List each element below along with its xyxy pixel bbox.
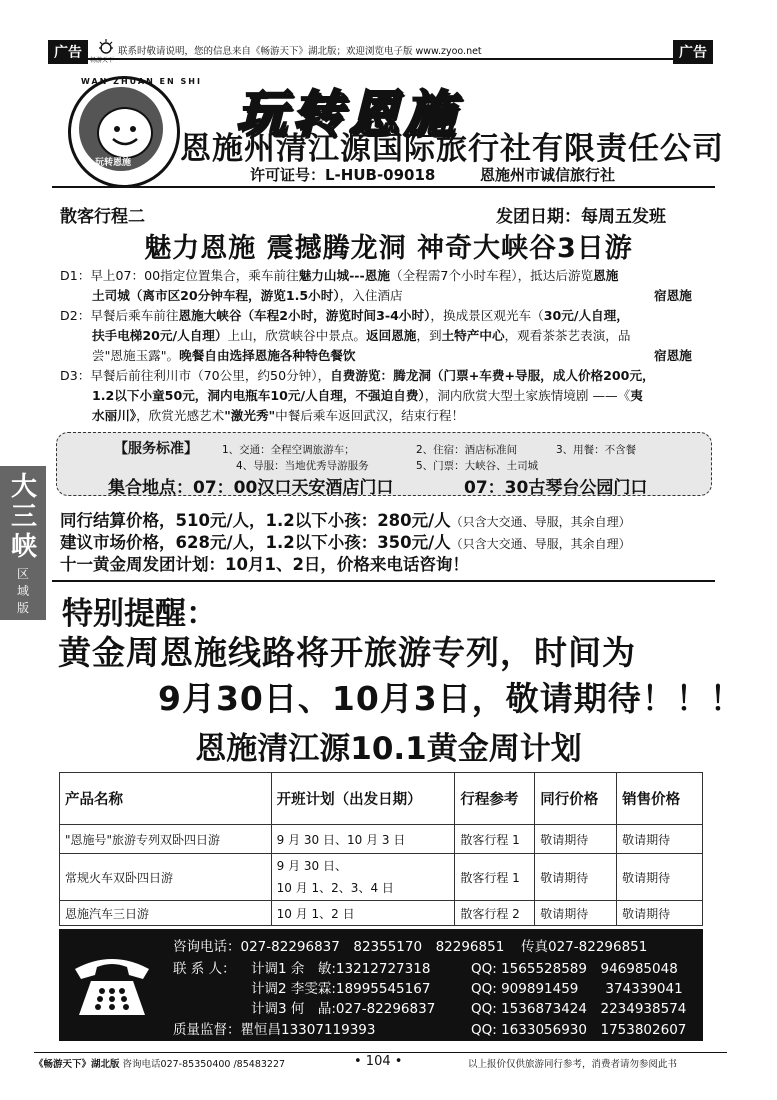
logo-text: 玩转恩施 [95, 158, 132, 168]
header-rule [48, 58, 713, 60]
day1-line1: D1：早上07：00指定位置集合，乘车前往魅力山城---恩施（全程需7个小时车程），抵达后游览恩施 [60, 268, 619, 283]
col-schedule: 开班计划（出发日期） [271, 773, 455, 825]
cell-dates: 9 月 30 日、 10 月 1、2、3、4 日 [271, 854, 455, 901]
departure-schedule: 发团日期：每周五发班 [496, 207, 666, 227]
day2-stay: 宿恩施 [654, 348, 692, 363]
header-note: 联系时敬请说明，您的信息来自《畅游天下》湖北版；欢迎浏览电子版 www.zyoo.net [118, 46, 482, 57]
license-number: 许可证号：L-HUB-09018 [250, 166, 436, 184]
contact-label: 联 系 人： [173, 961, 236, 977]
service-item-5: 5、门票：大峡谷、土司城 [416, 460, 539, 472]
peer-price: 同行结算价格，510元/人，1.2以下小孩：280元/人（只含大交通、导服，其余自理） [60, 511, 631, 530]
service-item-2: 2、住宿：酒店标准间 [416, 444, 518, 456]
fax: 传真027-82296851 [521, 939, 648, 955]
tour-title: 魅力恩施 震撼腾龙洞 神奇大峡谷3日游 [144, 233, 633, 264]
plan-title: 恩施清江源10.1黄金周计划 [195, 731, 582, 767]
cell-product: 常规火车双卧四日游 [60, 854, 272, 901]
side-tab-char: 峡 [10, 532, 37, 562]
header-logo-text: 畅游天下 [90, 57, 115, 64]
contact-qq-3: QQ: 1536873424 2234938574 [471, 1001, 687, 1017]
cell-peer: 敬请期待 [535, 901, 617, 926]
smiley-face-icon [97, 107, 153, 159]
special-notice-line2: 9月30日、10月3日，敬请期待！！！ [158, 679, 744, 718]
day3-line3: 水丽川》，欣赏光感艺术"激光秀"中餐后乘车返回武汉，结束行程！ [92, 408, 465, 423]
service-label: 【服务标准】 [114, 441, 198, 457]
table-row [60, 825, 703, 854]
side-tab-small: 域 [16, 584, 29, 598]
col-sale-price: 销售价格 [617, 773, 703, 825]
cell-product: 恩施汽车三日游 [60, 901, 272, 926]
cell-dates: 9 月 30 日、10 月 3 日 [271, 825, 455, 854]
page-number: • 104 • [354, 1054, 403, 1069]
plan-table [59, 772, 703, 926]
day3-line2: 1.2以下小童50元，洞内电瓶车10元/人自理，不强迫自费），洞内欣赏大型土家族情境剧 ——《夷 [92, 388, 643, 403]
cell-product: "恩施号"旅游专列双卧四日游 [60, 825, 272, 854]
side-tab-char: 大 [10, 472, 37, 502]
cell-ref: 散客行程 1 [455, 825, 535, 854]
brand-title: 玩转恩施 [236, 85, 460, 143]
service-item-1: 1、交通：全程空调旅游车； [222, 444, 355, 456]
table-header-row [60, 773, 703, 825]
cell-sale: 敬请期待 [617, 901, 703, 926]
day2-line1: D2：早餐后乘车前往恩施大峡谷（车程2小时，游览时间3-4小时），换成景区观光车（30元/人自理， [60, 308, 629, 323]
cell-peer: 敬请期待 [535, 854, 617, 901]
contact-box [59, 929, 703, 1041]
service-item-4: 4、导服：当地优秀导游服务 [236, 460, 369, 472]
ad-tag-right: 广告 [673, 40, 713, 64]
sun-logo-icon [96, 38, 116, 56]
cell-dates: 10 月 1、2 日 [271, 901, 455, 926]
day1-stay: 宿恩施 [654, 288, 692, 303]
contact-person-1: 计调1 余 敏:13212727318 [251, 961, 431, 977]
meeting-point-2: 07：30古琴台公园门口 [464, 478, 648, 498]
retail-price: 建议市场价格，628元/人，1.2以下小孩：350元/人（只含大交通、导服，其余自理） [60, 533, 631, 552]
credit-badge: 恩施州市诚信旅行社 [480, 166, 616, 184]
col-product: 产品名称 [60, 773, 272, 825]
col-peer-price: 同行价格 [535, 773, 617, 825]
day2-line2: 扶手电梯20元/人自理）上山，欣赏峡谷中景点。返回恩施，到土特产中心，观看茶茶艺表演，品 [92, 328, 631, 343]
col-itinerary: 行程参考 [455, 773, 535, 825]
footer-rule [34, 1052, 727, 1053]
cell-ref: 散客行程 2 [455, 901, 535, 926]
service-item-3: 3、用餐：不含餐 [556, 444, 637, 456]
region-side-tab [0, 466, 46, 620]
itinerary-subtitle: 散客行程二 [60, 207, 145, 227]
day3-line1: D3：早餐后前往利川市（70公里，约50分钟），自费游览：腾龙洞（门票+车费+导服，成人价格200元， [60, 368, 655, 383]
table-row [60, 901, 703, 926]
company-logo [68, 76, 202, 188]
divider [52, 186, 715, 188]
special-notice-title: 特别提醒： [62, 596, 217, 632]
contact-person-2: 计调2 李雯霖:18995545167 [251, 981, 431, 997]
logo-arc-text: WAN ZHUAN EN SHI [81, 77, 202, 86]
table-row [60, 854, 703, 901]
supervision-qq: QQ: 1633056930 1753802607 [471, 1022, 687, 1038]
side-tab-small: 版 [16, 601, 29, 615]
hotline: 咨询电话：027-82296837 82355170 82296851 [173, 939, 505, 955]
meeting-point-1: 集合地点：07：00汉口天安酒店门口 [108, 478, 394, 498]
cell-ref: 散客行程 1 [455, 854, 535, 901]
telephone-icon [69, 947, 155, 1023]
day1-line2: 土司城（离市区20分钟车程，游览1.5小时），入住酒店 [92, 288, 403, 303]
special-notice-line1: 黄金周恩施线路将开旅游专列，时间为 [58, 633, 636, 672]
contact-qq-2: QQ: 909891459 374339041 [471, 981, 683, 997]
cell-peer: 敬请期待 [535, 825, 617, 854]
supervision: 质量监督：瞿恒昌13307119393 [173, 1022, 376, 1038]
ad-tag-left: 广告 [48, 40, 88, 64]
cell-sale: 敬请期待 [617, 854, 703, 901]
side-tab-char: 三 [10, 502, 37, 532]
golden-week-plan: 十一黄金周发团计划：10月1、2日，价格来电话咨询！ [60, 555, 469, 574]
side-tab-small: 区 [16, 567, 29, 581]
company-name: 恩施州清江源国际旅行社有限责任公司 [180, 131, 724, 167]
divider [52, 580, 715, 582]
day2-line3: 尝"恩施玉露"。晚餐自由选择恩施各种特色餐饮 [92, 348, 356, 363]
contact-person-3: 计调3 何 晶:027-82296837 [251, 1001, 436, 1017]
logo-inner [79, 87, 163, 171]
footer-right: 以上报价仅供旅游同行参考，消费者请勿参阅此书 [468, 1059, 678, 1070]
footer-left: 《畅游天下》湖北版 咨询电话027-85350400 /85483227 [34, 1059, 286, 1070]
cell-sale: 敬请期待 [617, 825, 703, 854]
contact-qq-1: QQ: 1565528589 946985048 [471, 961, 678, 977]
